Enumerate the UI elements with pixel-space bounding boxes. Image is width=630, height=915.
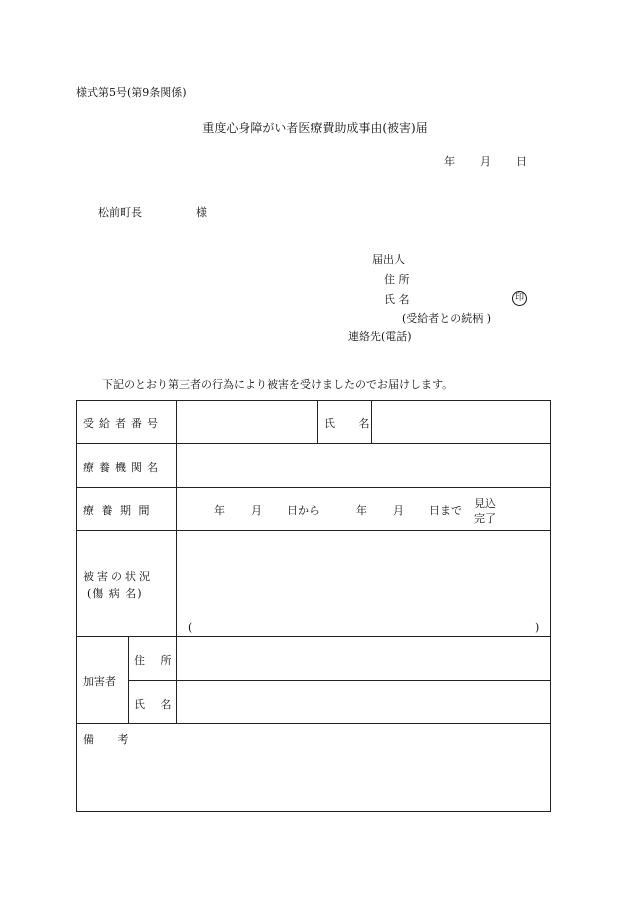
remarks-field[interactable] bbox=[78, 747, 549, 811]
applicant-heading: 届出人 bbox=[372, 253, 405, 266]
column-divider bbox=[317, 401, 318, 443]
medical-institution-label: 療養機関名 bbox=[83, 461, 163, 474]
table-name-label: 氏 名 bbox=[324, 417, 380, 430]
injury-paren-open: ( bbox=[188, 621, 193, 634]
injury-name-label: (傷 病 名) bbox=[87, 587, 143, 600]
addressee-honorific: 様 bbox=[196, 206, 207, 219]
addressee-name: 松前町長 bbox=[98, 206, 142, 219]
period-expected-option[interactable]: 見込 bbox=[474, 497, 496, 510]
row-divider bbox=[77, 723, 550, 724]
date-year-label: 年 bbox=[444, 155, 455, 168]
seal-mark: 印 bbox=[512, 291, 527, 306]
period-completed-option[interactable]: 完了 bbox=[474, 512, 496, 525]
perpetrator-name-label: 氏 名 bbox=[134, 698, 178, 711]
column-divider bbox=[128, 636, 129, 723]
period-month-from: 月 bbox=[251, 504, 262, 517]
period-day-to: 日まで bbox=[429, 504, 462, 517]
applicant-address-label: 住 所 bbox=[384, 273, 410, 286]
recipient-name-field[interactable] bbox=[372, 402, 549, 442]
form-title: 重度心身障がい者医療費助成事由(被害)届 bbox=[202, 121, 428, 135]
damage-status-label: 被害の状況 bbox=[83, 570, 153, 583]
form-number: 様式第5号(第9条関係) bbox=[76, 86, 187, 99]
injury-paren-close: ) bbox=[535, 621, 540, 634]
recipient-number-label: 受給者番号 bbox=[83, 417, 163, 430]
medical-institution-field[interactable] bbox=[177, 444, 549, 486]
perpetrator-label: 加害者 bbox=[83, 675, 116, 688]
perpetrator-name-field[interactable] bbox=[177, 681, 549, 722]
applicant-contact-label: 連絡先(電話) bbox=[348, 330, 412, 343]
period-day-from: 日から bbox=[287, 504, 320, 517]
remarks-label: 備 考 bbox=[83, 733, 139, 746]
period-month-to: 月 bbox=[393, 504, 404, 517]
row-divider bbox=[77, 487, 550, 488]
perpetrator-address-label: 住 所 bbox=[134, 654, 178, 667]
damage-status-field[interactable] bbox=[177, 531, 549, 635]
perpetrator-address-field[interactable] bbox=[177, 637, 549, 679]
period-year-from: 年 bbox=[214, 504, 225, 517]
treatment-period-label: 療 養 期 間 bbox=[83, 504, 152, 517]
date-day-label: 日 bbox=[516, 155, 527, 168]
applicant-name-label: 氏 名 bbox=[384, 293, 410, 306]
form-table bbox=[76, 400, 551, 812]
date-month-label: 月 bbox=[480, 155, 491, 168]
applicant-relation-label: (受給者との続柄 ) bbox=[402, 312, 492, 325]
recipient-number-field[interactable] bbox=[177, 402, 316, 442]
statement-text: 下記のとおり第三者の行為により被害を受けましたのでお届けします。 bbox=[102, 378, 454, 391]
period-year-to: 年 bbox=[356, 504, 367, 517]
